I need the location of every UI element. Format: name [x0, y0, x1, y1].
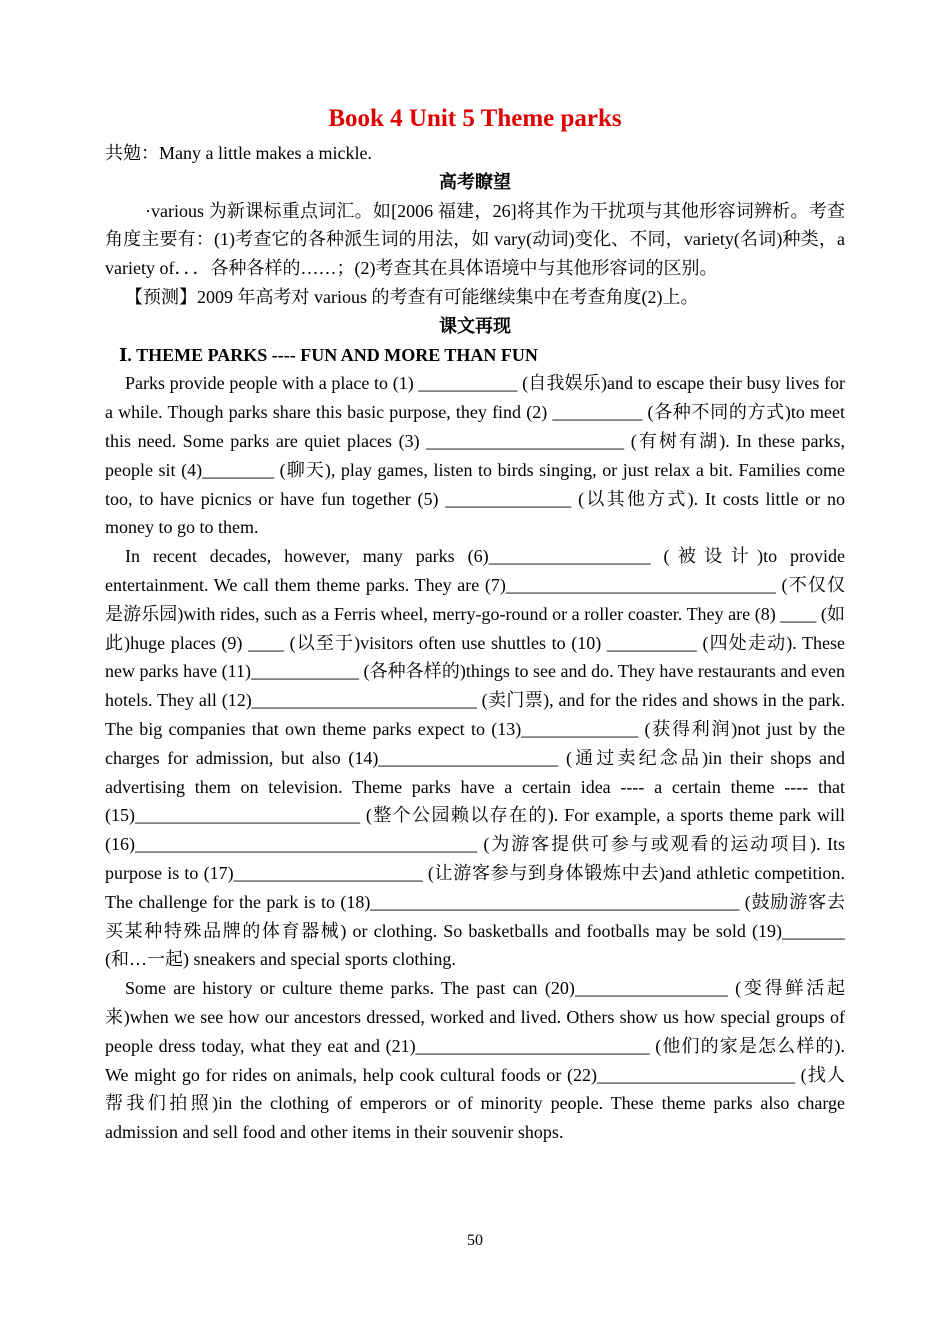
- document-title: Book 4 Unit 5 Theme parks: [328, 105, 622, 132]
- document-page: [105, 105, 845, 1147]
- outlook-body: ·various 为新课标重点词汇。如[2006 福建，26]将其作为干扰项与其他形容词辨析。考查角度主要有：(1)考查它的各种派生词的用法，如 vary(动词)变化、不同，variety(名词)种类，a variety of．．．各种各样的……；(2)考查其在具体语境中与其他形容词的区别。: [105, 200, 845, 279]
- passage-paragraph-1: Parks provide people with a place to (1) ___________ (自我娱乐)and to escape their busy lives for a while. Though parks share this basic purpose, they find (2) __________ (各种不同的方式)to meet this need. Some parks are quiet places (3) ______________________ (有树有湖). In these parks, people sit (4)________ (聊天), play games, listen to birds singing, or just relax a bit. Families come too, to have picnics or have fun together (5) ______________ (以其他方式). It costs little or no money to go to them.: [105, 373, 845, 538]
- passage-paragraph-2: In recent decades, however, many parks (6)__________________ (被设计)to provide entertainment. We call them theme parks. They are (7)______________________________ (不仅仅是游乐园)with rides, such as a Ferris wheel, merry-go-round or a roller coaster. They are (8) ____ (如此)huge places (9) ____ (以至于)visitors often use shuttles to (10) __________ (四处走动). These new parks have (11)____________ (各种各样的)things to see and do. They have restaurants and even hotels. They all (12)_________________________ (卖门票), and for the rides and shows in the park. The big companies that own theme parks expect to (13)_____________ (获得利润)not just by the charges for admission, but also (14)____________________ (通过卖纪念品)in their shops and advertising them on television. Theme parks have a certain idea ---- a certain theme ---- that (15)_________________________ (整个公园赖以存在的). For example, a sports theme park will (16)______________________________________ (为游客提供可参与或观看的运动项目). Its purpose is to (17)_____________________ (让游客参与到身体锻炼中去)and athletic competition. The challenge for the park is to (18)_________________________________________ (鼓励游客去买某种特殊品牌的体育器械) or clothing. So basketballs and footballs may be sold (19)_______ (和…一起) sneakers and special sports clothing.: [105, 546, 845, 970]
- outlook-heading: 高考瞭望: [439, 171, 511, 192]
- motto: 共勉：Many a little makes a mickle.: [105, 143, 372, 163]
- section-title: Ⅰ. THEME PARKS ---- FUN AND MORE THAN FUN: [119, 344, 538, 365]
- outlook-forecast: 【预测】2009 年高考对 various 的考查有可能继续集中在考查角度(2)上。: [125, 286, 699, 307]
- passage-paragraph-3: Some are history or culture theme parks. The past can (20)_________________ (变得鲜活起来)when we see how our ancestors dressed, worked and lived. Others show us how special groups of people dress today, what they eat and (21)__________________________ (他们的家是怎么样的). We might go for rides on animals, help cook cultural foods or (22)______________________ (找人帮我们拍照)in the clothing of emperors or of minority people. These theme parks also charge admission and sell food and other items in their souvenir shops.: [105, 978, 845, 1143]
- text-review-heading: 课文再现: [439, 315, 511, 336]
- page-number: 50: [467, 1232, 483, 1249]
